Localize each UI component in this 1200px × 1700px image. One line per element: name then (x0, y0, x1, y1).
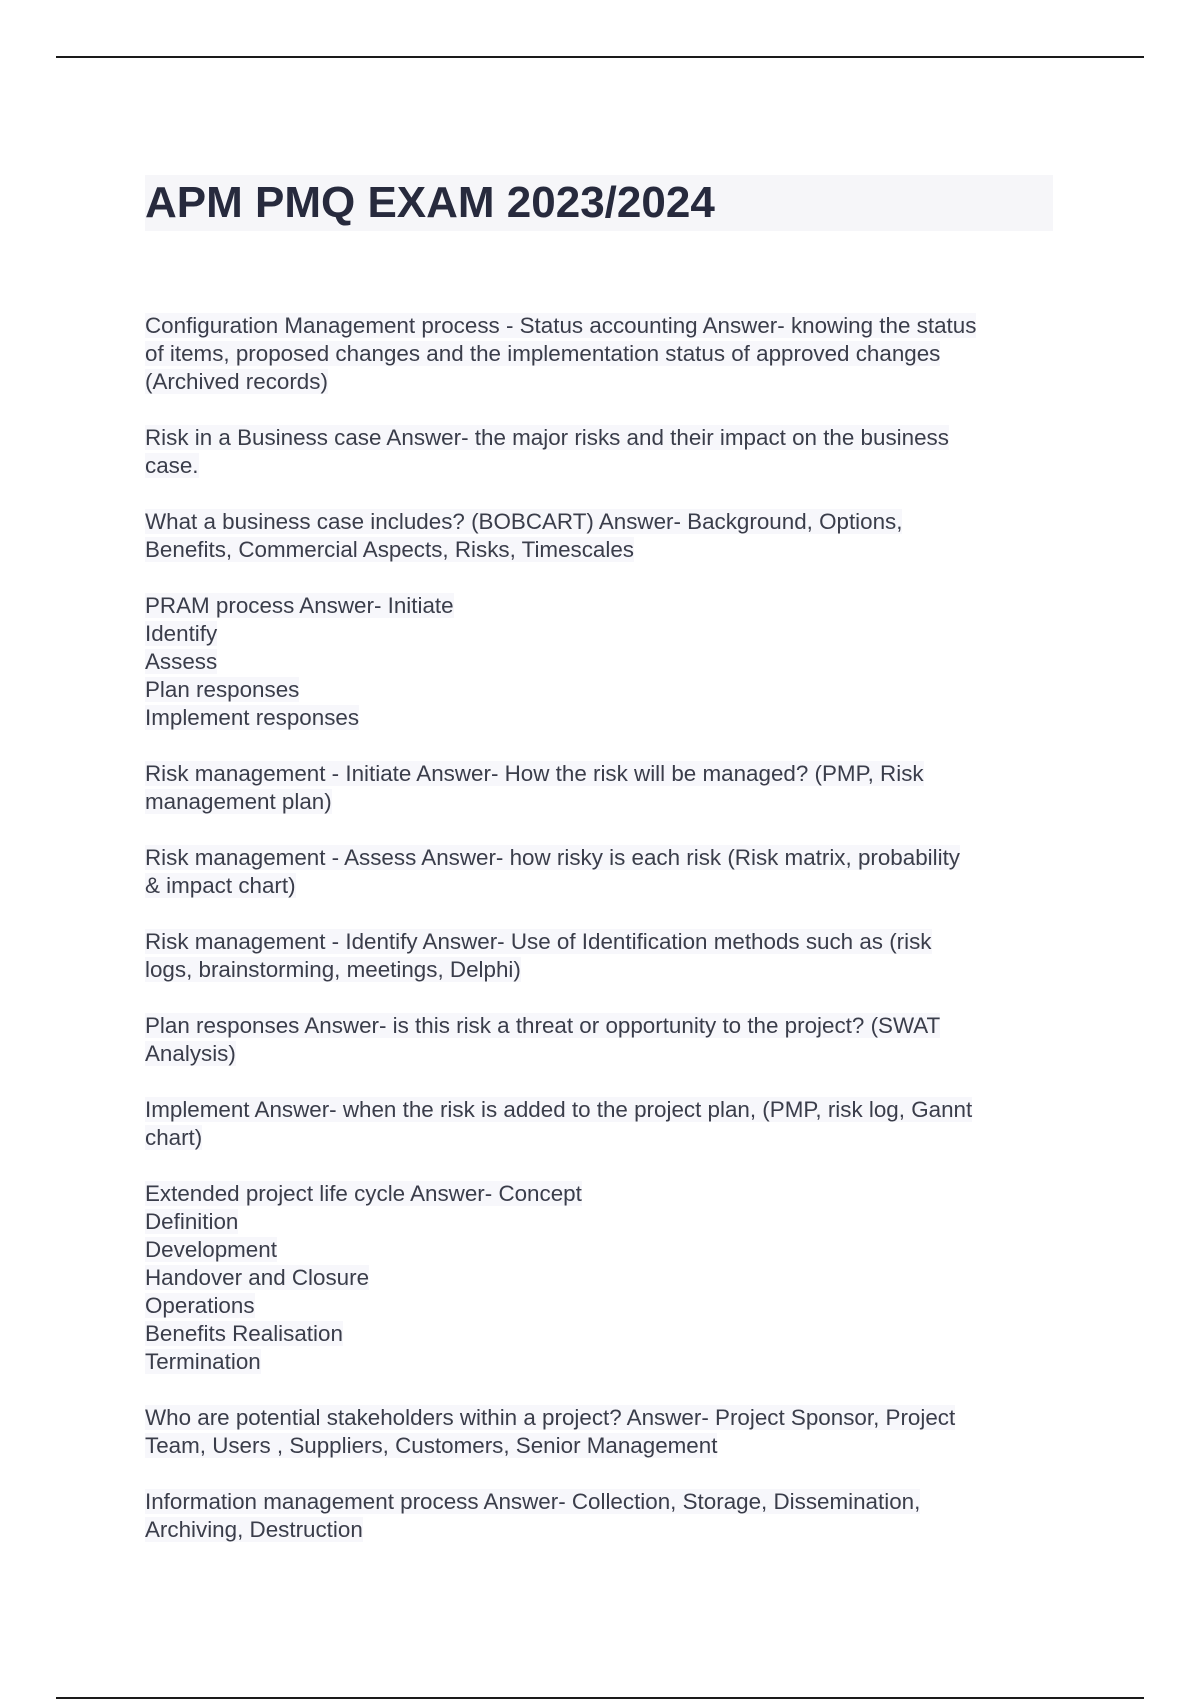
qa-text: Identify (145, 621, 218, 646)
qa-text: Definition (145, 1209, 239, 1234)
qa-text: Termination (145, 1349, 261, 1374)
qa-text: Extended project life cycle Answer- Concept (145, 1181, 582, 1206)
qa-text: chart) (145, 1125, 203, 1150)
qa-text: Archiving, Destruction (145, 1517, 363, 1542)
qa-item (145, 844, 1065, 900)
qa-text: Implement responses (145, 705, 360, 730)
qa-text: Assess (145, 649, 218, 674)
qa-text: Development (145, 1237, 277, 1262)
qa-text: Handover and Closure (145, 1265, 370, 1290)
qa-text: & impact chart) (145, 873, 296, 898)
qa-item (145, 928, 1065, 984)
qa-text: Team, Users , Suppliers, Customers, Senior Management (145, 1433, 718, 1458)
qa-item (145, 1096, 1065, 1152)
qa-item (145, 1012, 1065, 1068)
qa-item (145, 312, 1065, 396)
qa-text: logs, brainstorming, meetings, Delphi) (145, 957, 521, 982)
qa-text: (Archived records) (145, 369, 328, 394)
qa-text: Plan responses (145, 677, 300, 702)
qa-text: Who are potential stakeholders within a project? Answer- Project Sponsor, Project (145, 1405, 956, 1430)
qa-list (145, 312, 1065, 1572)
qa-text: Information management process Answer- Collection, Storage, Dissemination, (145, 1489, 921, 1514)
qa-text: Benefits Realisation (145, 1321, 343, 1346)
qa-text: Plan responses Answer- is this risk a threat or opportunity to the project? (SWAT (145, 1013, 941, 1038)
qa-text: of items, proposed changes and the implementation status of approved changes (145, 341, 941, 366)
qa-item (145, 424, 1065, 480)
qa-text: Analysis) (145, 1041, 236, 1066)
qa-text: PRAM process Answer- Initiate (145, 593, 454, 618)
qa-text: case. (145, 453, 199, 478)
qa-text: Risk management - Initiate Answer- How the risk will be managed? (PMP, Risk (145, 761, 924, 786)
qa-item (145, 592, 1065, 732)
qa-text: management plan) (145, 789, 332, 814)
top-rule (56, 56, 1144, 58)
page-title: APM PMQ EXAM 2023/2024 (145, 175, 1053, 231)
qa-text: Benefits, Commercial Aspects, Risks, Timescales (145, 537, 635, 562)
qa-text: Implement Answer- when the risk is added to the project plan, (PMP, risk log, Gannt (145, 1097, 973, 1122)
qa-item (145, 508, 1065, 564)
qa-item (145, 1180, 1065, 1376)
qa-text: Risk management - Assess Answer- how risky is each risk (Risk matrix, probability (145, 845, 961, 870)
qa-text: What a business case includes? (BOBCART) Answer- Background, Options, (145, 509, 903, 534)
qa-text: Operations (145, 1293, 255, 1318)
qa-item (145, 1488, 1065, 1544)
qa-text: Risk in a Business case Answer- the major risks and their impact on the business (145, 425, 949, 450)
qa-text: Risk management - Identify Answer- Use of Identification methods such as (risk (145, 929, 932, 954)
qa-item (145, 1404, 1065, 1460)
qa-text: Configuration Management process - Status accounting Answer- knowing the status (145, 313, 977, 338)
qa-item (145, 760, 1065, 816)
bottom-rule (56, 1697, 1144, 1699)
